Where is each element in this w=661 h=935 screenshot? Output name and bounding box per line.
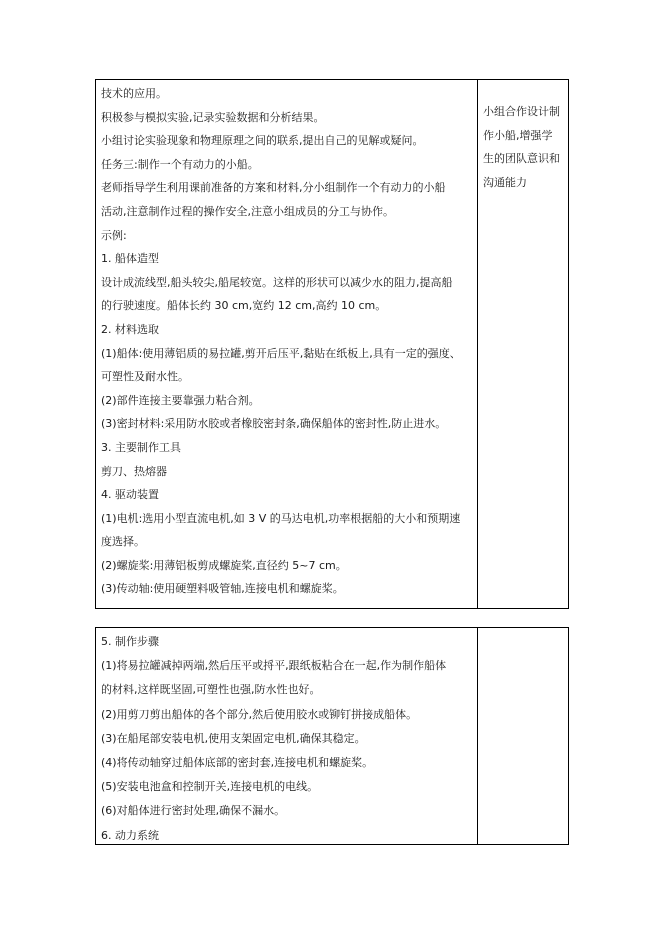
- text-line: 剪刀、热熔器: [101, 464, 167, 478]
- text-line: 积极参与模拟实验,记录实验数据和分析结果。: [101, 110, 325, 124]
- text-line: (3)密封材料:采用防水胶或者橡胶密封条,确保船体的密封性,防止进水。: [101, 417, 447, 431]
- text-line: (2)螺旋桨:用薄铝板剪成螺旋桨,直径约 5~7 cm。: [101, 558, 347, 572]
- text-line: (6)对船体进行密封处理,确保不漏水。: [101, 804, 286, 818]
- design-intent-cell: [478, 628, 568, 844]
- text-line: 任务三:制作一个有动力的小船。: [101, 157, 259, 171]
- text-line: 1. 船体造型: [101, 252, 159, 266]
- lesson-table-1: [95, 79, 569, 609]
- text-line: 的材料,这样既坚固,可塑性也强,防水性也好。: [101, 683, 321, 697]
- text-line: (5)安装电池盒和控制开关,连接电机的电线。: [101, 780, 319, 794]
- text-line: 示例:: [101, 228, 127, 242]
- text-line: 度选择。: [101, 535, 145, 549]
- text-line: 6. 动力系统: [101, 828, 159, 842]
- text-line: (3)在船尾部安装电机,使用支架固定电机,确保其稳定。: [101, 731, 366, 745]
- activity-cell: [96, 80, 478, 608]
- text-line: (1)电机:选用小型直流电机,如 3 V 的马达电机,功率根据船的大小和预期速: [101, 511, 461, 525]
- text-line: (2)用剪刀剪出船体的各个部分,然后使用胶水或铆钉拼接成船体。: [101, 707, 418, 721]
- text-line: (1)将易拉罐减掉两端,然后压平或捋平,跟纸板粘合在一起,作为制作船体: [101, 659, 447, 673]
- text-line: 可塑性及耐水性。: [101, 370, 189, 384]
- text-line: 老师指导学生利用课前准备的方案和材料,分小组制作一个有动力的小船: [101, 181, 446, 195]
- text-line: 5. 制作步骤: [101, 635, 159, 648]
- text-line: (2)部件连接主要靠强力粘合剂。: [101, 393, 260, 407]
- text-line: 设计成流线型,船头较尖,船尾较宽。这样的形状可以减少水的阻力,提高船: [101, 275, 453, 289]
- design-intent-cell: [478, 80, 568, 608]
- design-intent-text: 小组合作设计制作小船,增强学生的团队意识和沟通能力: [483, 105, 560, 189]
- text-line: (1)船体:使用薄铝质的易拉罐,剪开后压平,黏贴在纸板上,具有一定的强度、: [101, 346, 461, 360]
- text-line: 3. 主要制作工具: [101, 440, 181, 454]
- text-line: 的行驶速度。船体长约 30 cm,宽约 12 cm,高约 10 cm。: [101, 299, 387, 313]
- text-line: 活动,注意制作过程的操作安全,注意小组成员的分工与协作。: [101, 204, 394, 218]
- text-line: (4)将传动轴穿过船体底部的密封套,连接电机和螺旋桨。: [101, 755, 374, 769]
- text-line: (3)传动轴:使用硬塑料吸管轴,连接电机和螺旋桨。: [101, 582, 344, 596]
- text-line: 小组讨论实验现象和物理原理之间的联系,提出自己的见解或疑问。: [101, 134, 424, 148]
- text-line: 技术的应用。: [101, 87, 167, 100]
- lesson-table-2: [95, 627, 569, 845]
- text-line: 4. 驱动装置: [101, 488, 159, 502]
- activity-cell: [96, 628, 478, 844]
- text-line: 2. 材料选取: [101, 322, 159, 336]
